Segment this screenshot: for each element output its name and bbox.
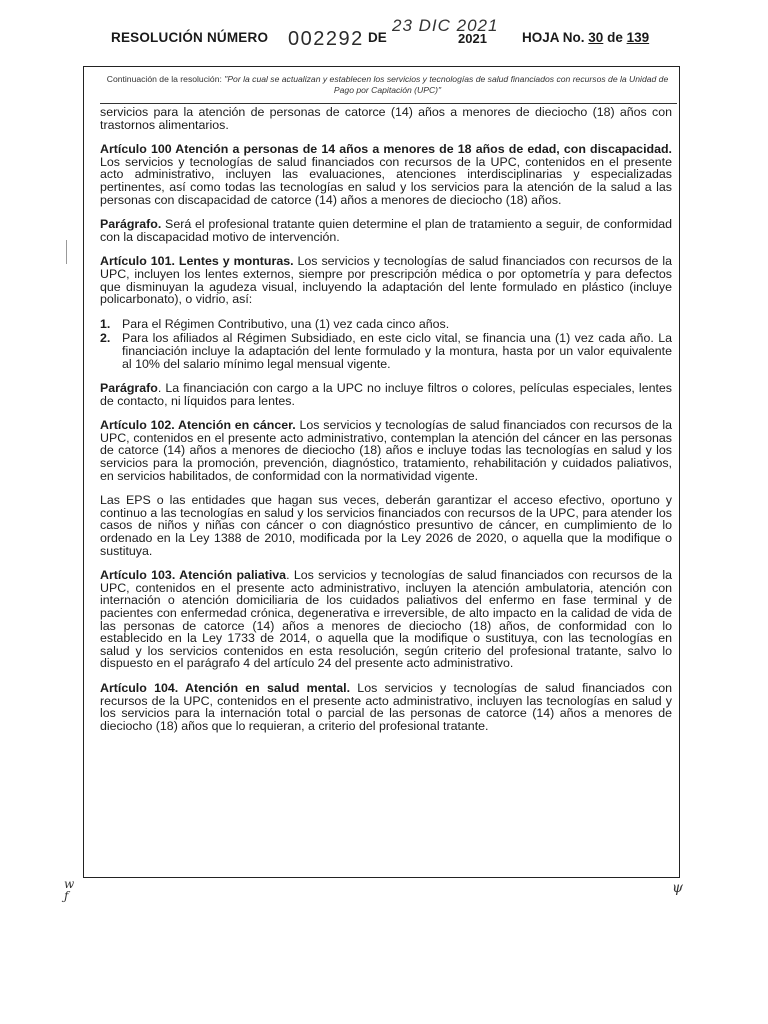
list-item: 2. Para los afiliados al Régimen Subsidiado, en este ciclo vital, se financia una (1) vez cada año. La financiación incluye la adaptación del lente formulado y la montura, hasta por un valor equivalente al 10% del salario mínimo legal mensual vigente. — [100, 331, 672, 371]
continuation-label: Continuación de la resolución: — [106, 74, 222, 84]
paragraph-eps: Las EPS o las entidades que hagan sus veces, deberán garantizar el acceso efectivo, oportuno y continuo a las tecnologías en salud y los servicios financiados con recursos de la UPC, para atender los casos de niños y niñas con cáncer o con diagnóstico presuntivo de cáncer, en cumplimiento de lo ordenado en la Ley 1388 de 2010, modificada por la Ley 2026 de 2020, o aquella que la modifique o sustituya. — [100, 493, 672, 558]
document-header — [0, 16, 768, 60]
continuation-title: "Por la cual se actualizan y establecen los servicios y tecnologías de salud financiados con recursos de la Unidad de Pago por Capitación (UPC)" — [224, 74, 669, 95]
article-104-title: Artículo 104. Atención en salud mental. — [100, 680, 351, 695]
handwritten-initials-left: w ƒ — [64, 877, 75, 903]
printed-year: 2021 — [458, 31, 487, 46]
handwritten-date: 23 DIC 2021 — [392, 16, 499, 35]
article-101-list — [100, 318, 672, 370]
paragrafo-2-text: . La financiación con cargo a la UPC no incluye filtros o colores, películas especiales, lentes de contacto, ni líquidos para lentes. — [100, 381, 672, 408]
page-of-label: de — [607, 30, 623, 45]
article-102-text: Los servicios y tecnologías de salud financiados con recursos de la UPC, contenidos en el presente acto administrativo, contemplan la atención del cáncer en las personas de catorce (14) años a menores de dieciocho (18) años e incluye todas las tecnologías en salud y los servicios para la promoción, prevención, diagnóstico, tratamiento, rehabilitación y cuidados paliativos, en servicios habilitados, de conformidad con la normatividad vigente. — [100, 418, 672, 483]
page-counter — [522, 30, 649, 45]
article-102 — [100, 419, 672, 482]
article-103-title: Artículo 103. Atención paliativa — [100, 568, 287, 583]
article-100 — [100, 143, 672, 206]
article-101 — [100, 255, 672, 305]
article-104 — [100, 682, 672, 732]
paragrafo-1 — [100, 218, 672, 243]
page-number: 30 — [588, 30, 604, 45]
paragrafo-1-title: Parágrafo. — [100, 217, 162, 232]
page-total: 139 — [626, 30, 650, 45]
paragrafo-2 — [100, 382, 672, 407]
paragrafo-1-text: Será el profesional tratante quien determine el plan de tratamiento a seguir, de conformidad con la discapacidad motivo de intervención. — [100, 217, 672, 244]
resolution-number: 002292 — [288, 28, 364, 50]
article-104-text: Los servicios y tecnologías de salud financiados con recursos de la UPC, contenidos en el presente acto administrativo, incluyen las tecnologías en salud y los servicios para la internación total o parcial de las personas de catorce (14) años a menores de dieciocho (18) años que lo requieran, a criterio del profesional tratante. — [100, 680, 672, 733]
article-102-title: Artículo 102. Atención en cáncer. — [100, 418, 296, 433]
list-item: 1. Para el Régimen Contributivo, una (1) vez cada cinco años. — [100, 316, 450, 331]
article-103 — [100, 569, 672, 670]
article-101-title: Artículo 101. Lentes y monturas. — [100, 254, 294, 269]
article-100-title: Artículo 100 Atención a personas de 14 años a menores de 18 años de edad, con discapacidad. — [100, 142, 672, 157]
article-101-text: Los servicios y tecnologías de salud financiados con recursos de la UPC, incluyen los lentes externos, siempre por prescripción médica o por optometría y para defectos que disminuyan la agudeza visual, incluyendo la adaptación del lente formulado en plástico (incluye policarbonato), o vidrio, así: — [100, 254, 672, 307]
article-103-text: . Los servicios y tecnologías de salud financiados con recursos de la UPC, contenidos en el presente acto administrativo, incluyen la atención ambulatoria, atención con internación o atención domiciliaria de los cuidados paliativos del enfermo en fase terminal y de pacientes con enfermedad crónica, degenerativa e irreversible, de alto impacto en la calidad de vida de las personas de catorce (14) años a menores de dieciocho (18) años, de conformidad con lo establecido en la Ley 1733 de 2014, o aquella que la modifique o sustituya, con las tecnologías en salud y los servicios contenidos en esta resolución, según criterio del profesional tratante, salvo lo dispuesto en el parágrafo 4 del artículo 24 del presente acto administrativo. — [100, 568, 672, 671]
continuation-divider — [100, 103, 677, 104]
margin-mark — [66, 240, 67, 264]
page-label: HOJA No. — [522, 30, 585, 45]
handwritten-initials-right: ψ — [672, 880, 683, 896]
article-100-text: Los servicios y tecnologías de salud financiados con recursos de la UPC, contenidos en el presente acto administrativo, incluyen las evaluaciones, atenciones interdisciplinarias y especializadas pertinentes, así como todas las tecnologías en salud y los servicios para la atención de la salud a las personas con discapacidad de catorce (14) años a menores de dieciocho (18) años. — [100, 154, 672, 207]
date-prefix-label: DE — [368, 30, 387, 45]
document-body — [100, 106, 672, 744]
paragraph-intro: servicios para la atención de personas de catorce (14) años a menores de dieciocho (18) años con trastornos alimentarios. — [100, 105, 672, 132]
continuation-note — [100, 74, 675, 96]
resolution-label: RESOLUCIÓN NÚMERO — [111, 30, 269, 45]
paragrafo-2-title: Parágrafo — [100, 381, 158, 396]
